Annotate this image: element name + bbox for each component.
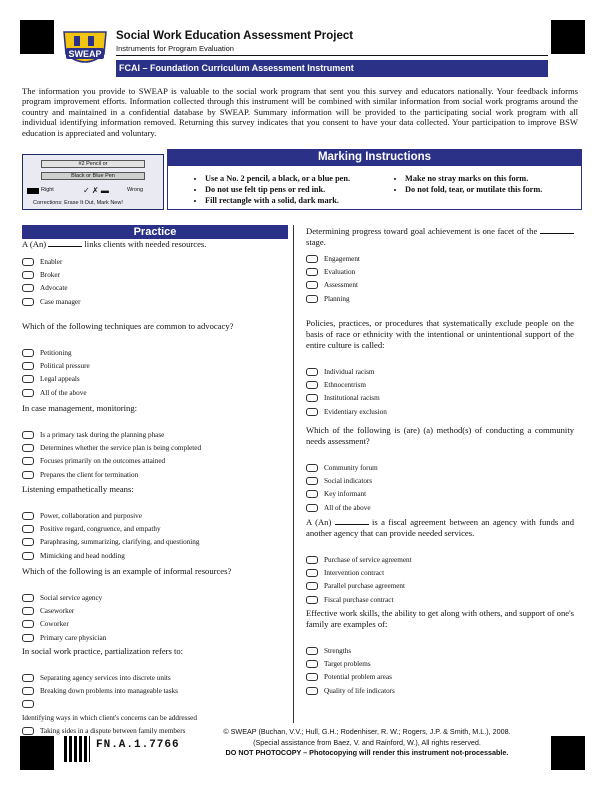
answer-option[interactable] bbox=[22, 282, 286, 295]
registration-mark bbox=[551, 736, 585, 770]
marking-list-right bbox=[405, 173, 542, 195]
answer-label: Identifying ways in which client's concerns can be addressed bbox=[22, 713, 197, 722]
answer-option[interactable] bbox=[306, 265, 574, 278]
answer-bubble[interactable] bbox=[306, 490, 318, 498]
answer-label: Intervention contract bbox=[324, 568, 385, 577]
question-stem bbox=[22, 484, 286, 495]
question-text: Which of the following is an example of informal resources? bbox=[22, 566, 232, 576]
answer-label: Purchase of service agreement bbox=[324, 555, 412, 564]
answer-bubble[interactable] bbox=[306, 408, 318, 416]
project-subtitle: Instruments for Program Evaluation bbox=[116, 44, 234, 53]
marking-list-left bbox=[205, 173, 350, 206]
right-label: Right bbox=[41, 187, 54, 193]
answer-label: Planning bbox=[324, 294, 350, 303]
answer-label: Political pressure bbox=[40, 361, 90, 370]
answer-option[interactable] bbox=[22, 346, 286, 359]
answer-bubble[interactable] bbox=[306, 504, 318, 512]
answer-option[interactable] bbox=[306, 644, 574, 657]
answer-label: Determines whether the service plan is being completed bbox=[40, 443, 202, 452]
question-stem bbox=[306, 608, 574, 630]
answer-bubble[interactable] bbox=[306, 596, 318, 604]
answer-bubble[interactable] bbox=[306, 647, 318, 655]
answer-label: Breaking down problems into manageable tasks bbox=[40, 686, 178, 695]
answer-option[interactable] bbox=[22, 631, 286, 644]
answer-option[interactable] bbox=[22, 441, 286, 454]
answer-option[interactable] bbox=[22, 711, 286, 724]
answer-label: Petitioning bbox=[40, 348, 72, 357]
answer-bubble[interactable] bbox=[22, 525, 34, 533]
question-text: Effective work skills, the ability to get along with others, and support of one's family are examples of: bbox=[306, 608, 574, 629]
form-barcode bbox=[64, 736, 90, 762]
answer-bubble[interactable] bbox=[22, 607, 34, 615]
answer-option[interactable] bbox=[306, 461, 574, 474]
answer-bubble[interactable] bbox=[306, 477, 318, 485]
answer-label: Social service agency bbox=[40, 593, 103, 602]
answer-label: Community forum bbox=[324, 463, 378, 472]
answer-bubble[interactable] bbox=[306, 464, 318, 472]
answer-label: All of the above bbox=[324, 503, 371, 512]
question-stem bbox=[22, 403, 286, 414]
answer-label: Mimicking and head nodding bbox=[40, 551, 125, 560]
answer-bubble[interactable] bbox=[22, 298, 34, 306]
answer-bubble[interactable] bbox=[306, 556, 318, 564]
question-text: is a fiscal agreement between an agency with funds and another agency that can provide needed services. bbox=[306, 517, 574, 538]
marking-rule: • Do not use felt tip pens or red ink. bbox=[205, 184, 350, 195]
answer-label: Quality of life indicators bbox=[324, 686, 395, 695]
answer-label: Positive regard, congruence, and empathy bbox=[40, 524, 161, 533]
question-text: In case management, monitoring: bbox=[22, 403, 138, 413]
answer-options bbox=[22, 346, 286, 399]
answer-options bbox=[306, 461, 574, 514]
answer-label: Social indicators bbox=[324, 476, 373, 485]
answer-label: All of the above bbox=[40, 388, 87, 397]
answer-option[interactable] bbox=[306, 671, 574, 684]
answer-label: Paraphrasing, summarizing, clarifying, and questioning bbox=[40, 538, 200, 547]
column-divider bbox=[293, 225, 294, 723]
answer-bubble[interactable] bbox=[306, 295, 318, 303]
question-text: Listening empathetically means: bbox=[22, 484, 134, 494]
answer-bubble[interactable] bbox=[306, 673, 318, 681]
registration-mark bbox=[20, 20, 54, 54]
answer-bubble[interactable] bbox=[306, 281, 318, 289]
answer-option[interactable] bbox=[306, 365, 574, 378]
answer-label: Evidentiary exclusion bbox=[324, 407, 387, 416]
answer-bubble[interactable] bbox=[22, 700, 34, 708]
answer-label: Coworker bbox=[40, 620, 69, 629]
answer-option[interactable] bbox=[22, 671, 286, 684]
answer-option[interactable] bbox=[22, 386, 286, 399]
answer-option[interactable] bbox=[306, 580, 574, 593]
answer-bubble[interactable] bbox=[306, 368, 318, 376]
question-stem bbox=[306, 226, 574, 248]
question-stem bbox=[22, 646, 286, 657]
answer-bubble[interactable] bbox=[22, 431, 34, 439]
answer-option[interactable] bbox=[306, 474, 574, 487]
answer-bubble[interactable] bbox=[306, 394, 318, 402]
answer-options bbox=[22, 255, 286, 308]
answer-option[interactable] bbox=[22, 618, 286, 631]
answer-option[interactable] bbox=[306, 684, 574, 697]
answer-bubble[interactable] bbox=[22, 457, 34, 465]
answer-option[interactable] bbox=[306, 292, 574, 305]
answer-options bbox=[22, 591, 286, 644]
question-stem bbox=[22, 566, 286, 577]
answer-option[interactable] bbox=[306, 405, 574, 418]
answer-label: Key informant bbox=[324, 490, 367, 499]
answer-bubble[interactable] bbox=[306, 381, 318, 389]
answer-option[interactable] bbox=[22, 509, 286, 522]
corrections-note: Corrections: Erase It Out, Mark New! bbox=[33, 200, 123, 206]
form-id: FN.A.1.7766 bbox=[96, 739, 180, 751]
answer-bubble[interactable] bbox=[22, 674, 34, 682]
answer-bubble[interactable] bbox=[306, 660, 318, 668]
form-name-banner: FCAI – Foundation Curriculum Assessment Instrument bbox=[116, 60, 548, 77]
answer-label: Evaluation bbox=[324, 267, 356, 276]
question-text: stage. bbox=[306, 237, 326, 247]
answer-option[interactable] bbox=[22, 698, 286, 711]
photocopy-warning: DO NOT PHOTOCOPY – Photocopying will render this instrument not-processable. bbox=[225, 748, 509, 757]
marking-instructions-box bbox=[167, 165, 582, 210]
marking-instructions-title: Marking Instructions bbox=[167, 149, 582, 165]
answer-label: Individual racism bbox=[324, 367, 375, 376]
answer-blank bbox=[540, 226, 574, 234]
filled-mark-sample bbox=[27, 188, 39, 194]
question-text: A (An) bbox=[22, 239, 47, 249]
answer-option[interactable] bbox=[306, 657, 574, 670]
assistance-line: (Special assistance from Baez, V. and Rainford, W.), All rights reserved. bbox=[253, 737, 481, 747]
answer-bubble[interactable] bbox=[22, 375, 34, 383]
answer-bubble[interactable] bbox=[22, 389, 34, 397]
answer-label: Ethnocentrism bbox=[324, 380, 366, 389]
marking-rule: • Fill rectangle with a solid, dark mark. bbox=[205, 195, 350, 206]
answer-label: Advocate bbox=[40, 284, 68, 293]
svg-text:SWEAP: SWEAP bbox=[68, 49, 102, 59]
copyright-line: © SWEAP (Buchan, V.V.; Hull, G.H.; Rodenhiser, R. W.; Rogers, J.P. & Smith, M.L.), 2008. bbox=[223, 727, 511, 736]
answer-option[interactable] bbox=[22, 684, 286, 697]
answer-label: Is a primary task during the planning phase bbox=[40, 430, 165, 439]
registration-mark bbox=[551, 20, 585, 54]
marking-rule: • Make no stray marks on this form. bbox=[405, 173, 542, 184]
answer-option[interactable] bbox=[22, 359, 286, 372]
answer-blank bbox=[48, 239, 82, 247]
answer-label: Focuses primarily on the outcomes attained bbox=[40, 457, 166, 466]
wrong-marks-icon: ✓ ✗ ▬ bbox=[83, 186, 109, 195]
question-text: Policies, practices, or procedures that systematically exclude people on the basis of race or ethnicity with the intentional or unintentional support of the entire culture is called: bbox=[306, 318, 574, 350]
answer-label: Primary care physician bbox=[40, 633, 107, 642]
answer-option[interactable] bbox=[306, 593, 574, 606]
answer-option[interactable] bbox=[306, 279, 574, 292]
answer-options bbox=[22, 428, 286, 481]
answer-option[interactable] bbox=[22, 295, 286, 308]
question-text: A (An) bbox=[306, 517, 332, 527]
question-text: Determining progress toward goal achievement is one facet of the bbox=[306, 226, 538, 236]
answer-option[interactable] bbox=[306, 501, 574, 514]
marking-sample-panel bbox=[22, 154, 164, 210]
pencil-sample: #2 Pencil or bbox=[41, 160, 145, 168]
answer-bubble[interactable] bbox=[306, 268, 318, 276]
question-stem bbox=[306, 517, 574, 539]
answer-label: Institutional racism bbox=[324, 394, 380, 403]
answer-option[interactable] bbox=[22, 591, 286, 604]
answer-bubble[interactable] bbox=[22, 687, 34, 695]
answer-bubble[interactable] bbox=[22, 727, 34, 735]
answer-label: Enabler bbox=[40, 257, 63, 266]
answer-label: Engagement bbox=[324, 254, 360, 263]
answer-option[interactable] bbox=[306, 252, 574, 265]
answer-label: Prepares the client for termination bbox=[40, 470, 139, 479]
answer-option[interactable] bbox=[22, 268, 286, 281]
answer-label: Legal appeals bbox=[40, 375, 80, 384]
answer-bubble[interactable] bbox=[22, 471, 34, 479]
answer-bubble[interactable] bbox=[22, 444, 34, 452]
answer-bubble[interactable] bbox=[22, 538, 34, 546]
question-text: Which of the following is (are) (a) method(s) of conducting a community needs assessment? bbox=[306, 425, 574, 446]
answer-label: Caseworker bbox=[40, 606, 75, 615]
answer-label: Separating agency services into discrete units bbox=[40, 673, 171, 682]
answer-options bbox=[22, 509, 286, 562]
answer-bubble[interactable] bbox=[22, 349, 34, 357]
question-stem bbox=[306, 425, 574, 447]
answer-label: Target problems bbox=[324, 659, 371, 668]
answer-option[interactable] bbox=[22, 468, 286, 481]
answer-options bbox=[306, 365, 574, 418]
answer-bubble[interactable] bbox=[22, 552, 34, 560]
answer-label: Potential problem areas bbox=[324, 673, 392, 682]
question-stem bbox=[22, 239, 286, 250]
answer-label: Assessment bbox=[324, 281, 358, 290]
answer-bubble[interactable] bbox=[22, 258, 34, 266]
question-stem bbox=[306, 318, 574, 351]
marking-rule: • Do not fold, tear, or mutilate this form. bbox=[405, 184, 542, 195]
answer-options bbox=[306, 553, 574, 606]
answer-bubble[interactable] bbox=[22, 620, 34, 628]
answer-bubble[interactable] bbox=[22, 594, 34, 602]
answer-option[interactable] bbox=[22, 373, 286, 386]
answer-label: Strengths bbox=[324, 646, 352, 655]
answer-bubble[interactable] bbox=[306, 569, 318, 577]
answer-option[interactable] bbox=[306, 566, 574, 579]
answer-label: Broker bbox=[40, 270, 60, 279]
answer-options bbox=[306, 252, 574, 305]
answer-label: Case manager bbox=[40, 297, 81, 306]
answer-bubble[interactable] bbox=[306, 255, 318, 263]
answer-bubble[interactable] bbox=[22, 271, 34, 279]
answer-label: Parallel purchase agreement bbox=[324, 582, 406, 591]
question-text: Which of the following techniques are common to advocacy? bbox=[22, 321, 234, 331]
answer-bubble[interactable] bbox=[22, 284, 34, 292]
marking-rule: • Use a No. 2 pencil, a black, or a blue pen. bbox=[205, 173, 350, 184]
answer-bubble[interactable] bbox=[306, 582, 318, 590]
answer-option[interactable] bbox=[22, 536, 286, 549]
answer-label: Fiscal purchase contract bbox=[324, 595, 394, 604]
answer-bubble[interactable] bbox=[306, 687, 318, 695]
question-stem bbox=[22, 321, 286, 332]
answer-option[interactable] bbox=[22, 604, 286, 617]
answer-bubble[interactable] bbox=[22, 362, 34, 370]
answer-option[interactable] bbox=[22, 522, 286, 535]
answer-option[interactable] bbox=[306, 392, 574, 405]
answer-option[interactable] bbox=[306, 488, 574, 501]
intro-paragraph: The information you provide to SWEAP is valuable to the social work program that sent you this survey and educators nationally. Your feedback informs program improvement efforts. Information collected through this instrument will be combined with similar information from social work programs around the country and maintained in a confidential database by SWEAP. Summary information will be provided to the participating social work program with all individual identifying information removed. Returning this survey indicates that you consent to have your data collected. Your participation to improve BSW education is appreciated and voluntary. bbox=[22, 86, 578, 138]
answer-option[interactable] bbox=[22, 455, 286, 468]
answer-option[interactable] bbox=[306, 553, 574, 566]
footer-copyright bbox=[200, 727, 534, 759]
header-divider bbox=[116, 55, 548, 56]
question-text: In social work practice, partialization refers to: bbox=[22, 646, 184, 656]
answer-option[interactable] bbox=[22, 549, 286, 562]
registration-mark bbox=[20, 736, 54, 770]
answer-option[interactable] bbox=[306, 378, 574, 391]
answer-blank bbox=[335, 517, 369, 525]
answer-label: Taking sides in a dispute between family members bbox=[40, 726, 186, 735]
answer-label: Power, collaboration and purposive bbox=[40, 511, 142, 520]
answer-option[interactable] bbox=[22, 255, 286, 268]
question-text: links clients with needed resources. bbox=[84, 239, 207, 249]
answer-bubble[interactable] bbox=[22, 634, 34, 642]
answer-options bbox=[306, 644, 574, 697]
project-title: Social Work Education Assessment Project bbox=[116, 30, 354, 42]
pen-sample: Black or Blue Pen bbox=[41, 172, 145, 180]
wrong-label: Wrong bbox=[127, 187, 144, 193]
section-title-practice: Practice bbox=[22, 225, 288, 239]
answer-option[interactable] bbox=[22, 428, 286, 441]
answer-bubble[interactable] bbox=[22, 512, 34, 520]
sweap-logo bbox=[60, 24, 110, 72]
